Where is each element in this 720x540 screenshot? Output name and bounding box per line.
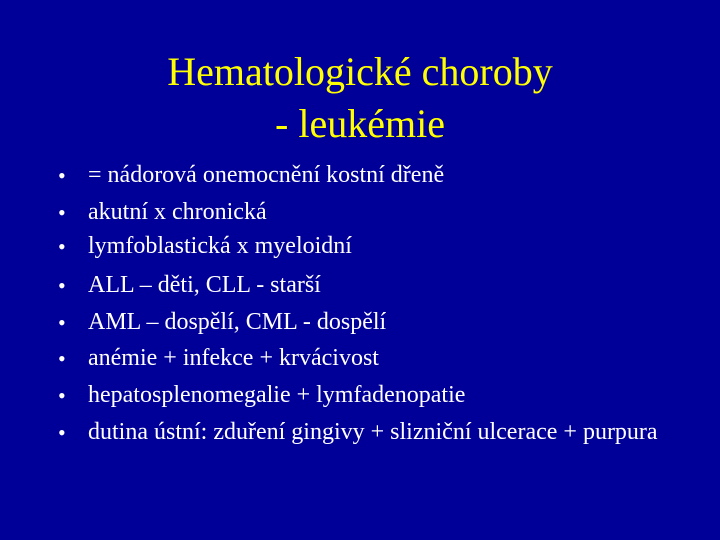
bullet-dot-icon: • — [58, 234, 66, 259]
bullet-dot-icon: • — [58, 420, 66, 445]
bullet-dot-icon: • — [58, 163, 66, 188]
bullet-dot-icon: • — [58, 273, 66, 298]
bullet-text-1: = nádorová onemocnění kostní dřeně — [88, 162, 445, 188]
bullet-text-8: dutina ústní: zduření gingivy + slizniční ulcerace + purpura — [88, 419, 658, 445]
bullet-text-5: AML – dospělí, CML - dospělí — [88, 309, 387, 335]
slide-title-line-1: Hematologické choroby — [167, 49, 553, 94]
bullet-text-4: ALL – děti, CLL - starší — [88, 272, 321, 298]
bullet-text-7: hepatosplenomegalie + lymfadenopatie — [88, 382, 466, 408]
bullet-text-2: akutní x chronická — [88, 199, 267, 225]
bullet-text-6: anémie + infekce + krvácivost — [88, 345, 379, 371]
bullet-dot-icon: • — [58, 383, 66, 408]
bullet-dot-icon: • — [58, 310, 66, 335]
bullet-text-3: lymfoblastická x myeloidní — [88, 233, 352, 259]
slide-title-line-2: - leukémie — [275, 101, 445, 146]
bullet-dot-icon: • — [58, 200, 66, 225]
bullet-dot-icon: • — [58, 346, 66, 371]
